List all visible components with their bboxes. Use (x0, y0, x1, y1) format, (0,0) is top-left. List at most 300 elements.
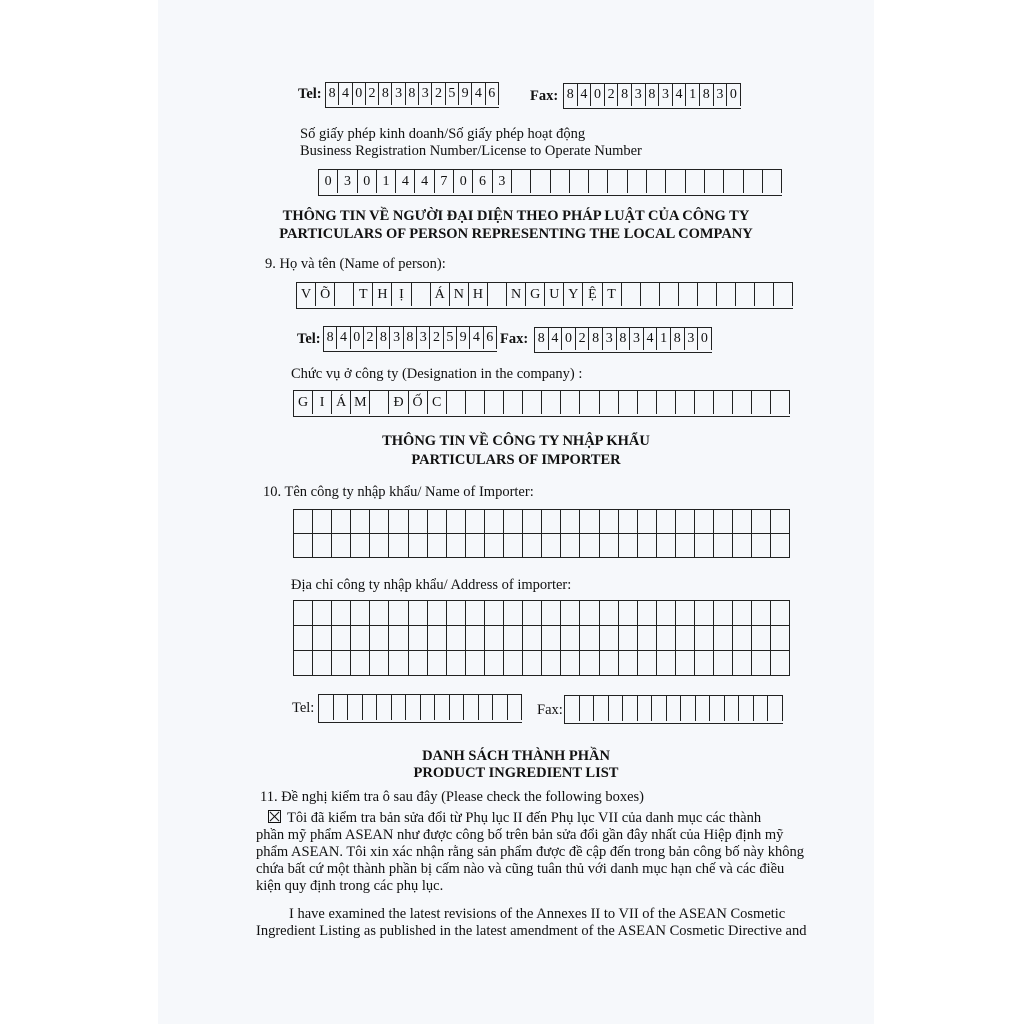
char-box[interactable]: N (507, 283, 526, 306)
empty-char-box[interactable] (600, 600, 619, 626)
ingredients-para-en-line-2: Ingredient Listing as published in the latest amendment of the ASEAN Cosmetic Directive and (256, 923, 807, 939)
char-box[interactable] (647, 170, 666, 193)
empty-char-box[interactable] (771, 625, 790, 651)
char-box[interactable] (485, 391, 504, 414)
char-box[interactable]: 5 (444, 327, 457, 349)
empty-char-box[interactable] (479, 695, 494, 720)
char-box[interactable] (744, 170, 763, 193)
empty-char-box[interactable] (409, 625, 428, 651)
empty-char-box[interactable] (409, 509, 428, 534)
char-box[interactable]: 3 (714, 84, 728, 106)
empty-char-box[interactable] (428, 509, 447, 534)
char-box[interactable]: 8 (617, 328, 631, 350)
empty-char-box[interactable] (754, 696, 769, 721)
empty-char-box[interactable] (428, 533, 447, 558)
char-box[interactable] (542, 391, 561, 414)
empty-char-box[interactable] (542, 625, 561, 651)
empty-char-box[interactable] (370, 625, 389, 651)
empty-char-box[interactable] (681, 696, 696, 721)
empty-char-box[interactable] (428, 600, 447, 626)
empty-char-box[interactable] (752, 533, 771, 558)
char-box[interactable]: 0 (727, 84, 741, 106)
empty-char-box[interactable] (594, 696, 609, 721)
empty-char-box[interactable] (652, 696, 667, 721)
char-box[interactable]: 3 (603, 328, 617, 350)
char-box[interactable]: 3 (493, 170, 512, 193)
empty-char-box[interactable] (351, 625, 370, 651)
empty-char-box[interactable] (363, 695, 378, 720)
char-box[interactable]: 5 (446, 83, 459, 105)
empty-char-box[interactable] (676, 533, 695, 558)
char-box[interactable]: H (373, 283, 392, 306)
empty-char-box[interactable] (447, 625, 466, 651)
char-box[interactable]: 6 (484, 327, 497, 349)
empty-char-box[interactable] (466, 509, 485, 534)
ingredients-para-vi-line-2: phần mỹ phẩm ASEAN như được công bố trên bản sửa đổi gần đây nhất của Hiệp định mỹ (256, 827, 784, 843)
char-box[interactable]: 4 (472, 83, 485, 105)
char-box[interactable]: Á (332, 391, 351, 414)
empty-char-box[interactable] (485, 600, 504, 626)
char-box[interactable]: Ệ (583, 283, 602, 306)
empty-char-box[interactable] (334, 695, 349, 720)
char-box[interactable]: 8 (379, 83, 392, 105)
char-box[interactable]: 9 (459, 83, 472, 105)
empty-char-box[interactable] (771, 509, 790, 534)
empty-char-box[interactable] (523, 533, 542, 558)
char-box[interactable]: 3 (390, 327, 403, 349)
empty-char-box[interactable] (771, 600, 790, 626)
empty-char-box[interactable] (752, 509, 771, 534)
char-box[interactable]: 1 (657, 328, 671, 350)
char-box[interactable]: Ố (409, 391, 428, 414)
char-box[interactable]: 0 (319, 170, 338, 193)
empty-char-box[interactable] (523, 600, 542, 626)
char-box[interactable]: 0 (351, 327, 364, 349)
char-box[interactable]: 4 (337, 327, 350, 349)
char-box[interactable] (504, 391, 523, 414)
empty-char-box[interactable] (370, 650, 389, 676)
representative-heading-en: PARTICULARS OF PERSON REPRESENTING THE LOCAL COMPANY (279, 226, 753, 242)
empty-char-box[interactable] (752, 625, 771, 651)
empty-char-box[interactable] (435, 695, 450, 720)
empty-char-box[interactable] (332, 650, 351, 676)
char-box[interactable] (335, 283, 354, 306)
empty-char-box[interactable] (464, 695, 479, 720)
char-box[interactable] (686, 170, 705, 193)
char-box[interactable]: 3 (685, 328, 699, 350)
empty-char-box[interactable] (714, 625, 733, 651)
char-box[interactable]: 3 (419, 83, 432, 105)
char-box[interactable] (657, 391, 676, 414)
char-box[interactable] (714, 391, 733, 414)
char-box[interactable]: 2 (364, 327, 377, 349)
char-box[interactable] (619, 391, 638, 414)
empty-char-box[interactable] (638, 600, 657, 626)
empty-char-box[interactable] (542, 509, 561, 534)
empty-char-box[interactable] (406, 695, 421, 720)
ingredients-item-label: 11. Đề nghị kiểm tra ô sau đây (Please check the following boxes) (260, 789, 645, 805)
char-box[interactable] (551, 170, 570, 193)
char-box[interactable]: 3 (659, 84, 673, 106)
empty-char-box[interactable] (447, 650, 466, 676)
char-box[interactable]: 0 (591, 84, 605, 106)
empty-char-box[interactable] (619, 600, 638, 626)
char-box[interactable] (695, 391, 714, 414)
char-box[interactable]: I (313, 391, 332, 414)
char-box[interactable] (412, 283, 431, 306)
char-box[interactable] (447, 391, 466, 414)
char-box[interactable]: 0 (698, 328, 712, 350)
char-box[interactable]: 4 (396, 170, 415, 193)
empty-char-box[interactable] (733, 600, 752, 626)
empty-char-box[interactable] (377, 695, 392, 720)
empty-char-box[interactable] (523, 509, 542, 534)
empty-char-box[interactable] (600, 625, 619, 651)
char-box[interactable] (717, 283, 736, 306)
char-box[interactable]: 0 (358, 170, 377, 193)
empty-char-box[interactable] (332, 533, 351, 558)
empty-char-box[interactable] (619, 509, 638, 534)
char-box[interactable]: Đ (389, 391, 408, 414)
empty-char-box[interactable] (771, 533, 790, 558)
empty-char-box[interactable] (739, 696, 754, 721)
empty-char-box[interactable] (657, 509, 676, 534)
char-box[interactable]: N (450, 283, 469, 306)
empty-char-box[interactable] (504, 650, 523, 676)
empty-char-box[interactable] (752, 650, 771, 676)
empty-char-box[interactable] (370, 600, 389, 626)
char-box[interactable]: 4 (549, 328, 563, 350)
empty-char-box[interactable] (638, 650, 657, 676)
char-box[interactable] (733, 391, 752, 414)
char-box[interactable] (679, 283, 698, 306)
char-box[interactable] (628, 170, 647, 193)
empty-char-box[interactable] (466, 625, 485, 651)
char-box[interactable]: 4 (578, 84, 592, 106)
char-box[interactable]: 8 (618, 84, 632, 106)
char-box[interactable] (641, 283, 660, 306)
char-box[interactable] (570, 170, 589, 193)
empty-char-box[interactable] (657, 600, 676, 626)
empty-char-box[interactable] (676, 600, 695, 626)
empty-char-box[interactable] (466, 533, 485, 558)
empty-char-box[interactable] (294, 650, 313, 676)
empty-char-box[interactable] (504, 509, 523, 534)
empty-char-box[interactable] (638, 625, 657, 651)
empty-char-box[interactable] (450, 695, 465, 720)
char-box[interactable] (466, 391, 485, 414)
empty-char-box[interactable] (657, 650, 676, 676)
empty-char-box[interactable] (319, 695, 334, 720)
empty-char-box[interactable] (580, 600, 599, 626)
empty-char-box[interactable] (409, 533, 428, 558)
empty-char-box[interactable] (294, 533, 313, 558)
empty-char-box[interactable] (466, 600, 485, 626)
char-box[interactable]: 2 (430, 327, 443, 349)
char-box[interactable] (370, 391, 389, 414)
char-box[interactable]: 3 (392, 83, 405, 105)
checked-box-icon[interactable] (268, 810, 281, 823)
char-box[interactable]: 3 (632, 84, 646, 106)
char-box[interactable] (774, 283, 793, 306)
char-box[interactable]: Ị (392, 283, 411, 306)
empty-char-box[interactable] (351, 600, 370, 626)
char-box[interactable] (580, 391, 599, 414)
empty-char-box[interactable] (638, 696, 653, 721)
ingredients-heading-vi: DANH SÁCH THÀNH PHẦN (422, 748, 610, 764)
empty-char-box[interactable] (600, 650, 619, 676)
char-box[interactable]: 0 (454, 170, 473, 193)
empty-char-box[interactable] (542, 533, 561, 558)
designation-label: Chức vụ ở công ty (Designation in the company) : (291, 366, 583, 382)
empty-char-box[interactable] (389, 650, 408, 676)
empty-char-box[interactable] (733, 509, 752, 534)
empty-char-box[interactable] (351, 533, 370, 558)
empty-char-box[interactable] (619, 625, 638, 651)
empty-char-box[interactable] (609, 696, 624, 721)
empty-char-box[interactable] (561, 625, 580, 651)
empty-char-box[interactable] (714, 650, 733, 676)
empty-char-box[interactable] (409, 600, 428, 626)
char-box[interactable]: 4 (339, 83, 352, 105)
empty-char-box[interactable] (485, 625, 504, 651)
empty-char-box[interactable] (600, 533, 619, 558)
representative-fax-boxes (534, 327, 712, 353)
char-box[interactable] (755, 283, 774, 306)
char-box[interactable] (676, 391, 695, 414)
char-box[interactable]: 4 (470, 327, 483, 349)
empty-char-box[interactable] (657, 625, 676, 651)
empty-char-box[interactable] (351, 650, 370, 676)
empty-char-box[interactable] (504, 600, 523, 626)
empty-char-box[interactable] (619, 533, 638, 558)
empty-char-box[interactable] (733, 625, 752, 651)
char-box[interactable]: 3 (630, 328, 644, 350)
char-box[interactable] (561, 391, 580, 414)
char-box[interactable] (600, 391, 619, 414)
char-box[interactable]: H (469, 283, 488, 306)
empty-char-box[interactable] (294, 600, 313, 626)
empty-char-box[interactable] (523, 625, 542, 651)
representative-fax-label: Fax: (500, 331, 529, 347)
empty-char-box[interactable] (695, 509, 714, 534)
empty-char-box[interactable] (561, 509, 580, 534)
char-box[interactable]: 3 (417, 327, 430, 349)
char-box[interactable]: T (354, 283, 373, 306)
empty-char-box[interactable] (447, 533, 466, 558)
license-label-en: Business Registration Number/License to Operate Number (300, 143, 642, 159)
char-box[interactable]: 8 (646, 84, 660, 106)
char-box[interactable]: 2 (366, 83, 379, 105)
empty-char-box[interactable] (370, 533, 389, 558)
empty-char-box[interactable] (508, 695, 523, 720)
char-box[interactable] (666, 170, 685, 193)
char-box[interactable] (724, 170, 743, 193)
empty-char-box[interactable] (389, 509, 408, 534)
empty-char-box[interactable] (676, 625, 695, 651)
empty-char-box[interactable] (676, 650, 695, 676)
empty-char-box[interactable] (695, 600, 714, 626)
empty-char-box[interactable] (466, 650, 485, 676)
char-box[interactable] (638, 391, 657, 414)
empty-char-box[interactable] (493, 695, 508, 720)
char-box[interactable]: 2 (605, 84, 619, 106)
empty-char-box[interactable] (485, 509, 504, 534)
empty-char-box[interactable] (332, 625, 351, 651)
empty-char-box[interactable] (768, 696, 783, 721)
char-box[interactable] (763, 170, 782, 193)
empty-char-box[interactable] (389, 600, 408, 626)
char-box[interactable]: 1 (377, 170, 396, 193)
empty-char-box[interactable] (580, 650, 599, 676)
char-box[interactable]: G (294, 391, 313, 414)
empty-char-box[interactable] (504, 533, 523, 558)
empty-char-box[interactable] (370, 509, 389, 534)
empty-char-box[interactable] (638, 533, 657, 558)
empty-char-box[interactable] (695, 533, 714, 558)
empty-char-box[interactable] (542, 600, 561, 626)
char-box[interactable]: V (297, 283, 316, 306)
license-label-vi: Số giấy phép kinh doanh/Số giấy phép hoạt động (300, 126, 586, 142)
empty-char-box[interactable] (657, 533, 676, 558)
char-box[interactable]: 4 (415, 170, 434, 193)
char-box[interactable] (622, 283, 641, 306)
char-box[interactable]: Õ (316, 283, 335, 306)
char-box[interactable]: 8 (700, 84, 714, 106)
empty-char-box[interactable] (752, 600, 771, 626)
empty-char-box[interactable] (294, 509, 313, 534)
char-box[interactable]: 4 (673, 84, 687, 106)
char-box[interactable] (608, 170, 627, 193)
char-box[interactable]: 8 (406, 83, 419, 105)
empty-char-box[interactable] (332, 509, 351, 534)
empty-char-box[interactable] (523, 650, 542, 676)
char-box[interactable] (771, 391, 790, 414)
empty-char-box[interactable] (733, 650, 752, 676)
char-box[interactable]: Y (564, 283, 583, 306)
empty-char-box[interactable] (332, 600, 351, 626)
char-box[interactable]: 9 (457, 327, 470, 349)
empty-char-box[interactable] (447, 600, 466, 626)
empty-char-box[interactable] (313, 600, 332, 626)
empty-char-box[interactable] (313, 650, 332, 676)
char-box[interactable]: 8 (377, 327, 390, 349)
empty-char-box[interactable] (485, 650, 504, 676)
empty-char-box[interactable] (676, 509, 695, 534)
char-box[interactable] (752, 391, 771, 414)
char-box[interactable]: 6 (473, 170, 492, 193)
empty-char-box[interactable] (313, 509, 332, 534)
empty-char-box[interactable] (428, 650, 447, 676)
empty-char-box[interactable] (600, 509, 619, 534)
char-box[interactable]: M (351, 391, 370, 414)
char-box[interactable]: 4 (644, 328, 658, 350)
empty-char-box[interactable] (389, 533, 408, 558)
char-box[interactable]: 8 (324, 327, 337, 349)
char-box[interactable]: 8 (404, 327, 417, 349)
empty-char-box[interactable] (392, 695, 407, 720)
char-box[interactable]: 7 (435, 170, 454, 193)
char-box[interactable]: U (545, 283, 564, 306)
empty-char-box[interactable] (313, 625, 332, 651)
empty-char-box[interactable] (714, 600, 733, 626)
empty-char-box[interactable] (561, 533, 580, 558)
char-box[interactable]: 0 (353, 83, 366, 105)
char-box[interactable]: 0 (562, 328, 576, 350)
empty-char-box[interactable] (771, 650, 790, 676)
char-box[interactable]: 6 (486, 83, 499, 105)
empty-char-box[interactable] (733, 533, 752, 558)
company-fax-boxes (563, 83, 741, 109)
empty-char-box[interactable] (580, 696, 595, 721)
empty-char-box[interactable] (714, 509, 733, 534)
empty-char-box[interactable] (421, 695, 436, 720)
empty-char-box[interactable] (409, 650, 428, 676)
char-box[interactable]: Á (431, 283, 450, 306)
char-box[interactable] (512, 170, 531, 193)
empty-char-box[interactable] (428, 625, 447, 651)
empty-char-box[interactable] (504, 625, 523, 651)
char-box[interactable] (705, 170, 724, 193)
empty-char-box[interactable] (580, 625, 599, 651)
empty-char-box[interactable] (485, 533, 504, 558)
char-box[interactable]: C (428, 391, 447, 414)
char-box[interactable]: 3 (338, 170, 357, 193)
char-box[interactable] (589, 170, 608, 193)
char-box[interactable] (660, 283, 679, 306)
empty-char-box[interactable] (696, 696, 711, 721)
empty-char-box[interactable] (294, 625, 313, 651)
empty-char-box[interactable] (351, 509, 370, 534)
char-box[interactable]: 8 (564, 84, 578, 106)
char-box[interactable]: 8 (535, 328, 549, 350)
char-box[interactable] (736, 283, 755, 306)
char-box[interactable] (531, 170, 550, 193)
empty-char-box[interactable] (580, 509, 599, 534)
empty-char-box[interactable] (695, 650, 714, 676)
empty-char-box[interactable] (389, 625, 408, 651)
char-box[interactable]: 8 (589, 328, 603, 350)
char-box[interactable] (523, 391, 542, 414)
empty-char-box[interactable] (561, 600, 580, 626)
empty-char-box[interactable] (638, 509, 657, 534)
char-box[interactable]: 8 (326, 83, 339, 105)
empty-char-box[interactable] (580, 533, 599, 558)
empty-char-box[interactable] (619, 650, 638, 676)
importer-heading-vi: THÔNG TIN VỀ CÔNG TY NHẬP KHẨU (382, 433, 650, 449)
empty-char-box[interactable] (710, 696, 725, 721)
empty-char-box[interactable] (565, 696, 580, 721)
empty-char-box[interactable] (313, 533, 332, 558)
char-box[interactable]: G (526, 283, 545, 306)
empty-char-box[interactable] (623, 696, 638, 721)
empty-char-box[interactable] (695, 625, 714, 651)
empty-char-box[interactable] (447, 509, 466, 534)
char-box[interactable]: 1 (686, 84, 700, 106)
empty-char-box[interactable] (348, 695, 363, 720)
empty-char-box[interactable] (561, 650, 580, 676)
char-box[interactable]: 8 (671, 328, 685, 350)
empty-char-box[interactable] (542, 650, 561, 676)
empty-char-box[interactable] (714, 533, 733, 558)
empty-char-box[interactable] (725, 696, 740, 721)
char-box[interactable] (488, 283, 507, 306)
char-box[interactable]: 2 (432, 83, 445, 105)
char-box[interactable]: 2 (576, 328, 590, 350)
char-box[interactable]: T (603, 283, 622, 306)
empty-char-box[interactable] (667, 696, 682, 721)
char-box[interactable] (698, 283, 717, 306)
